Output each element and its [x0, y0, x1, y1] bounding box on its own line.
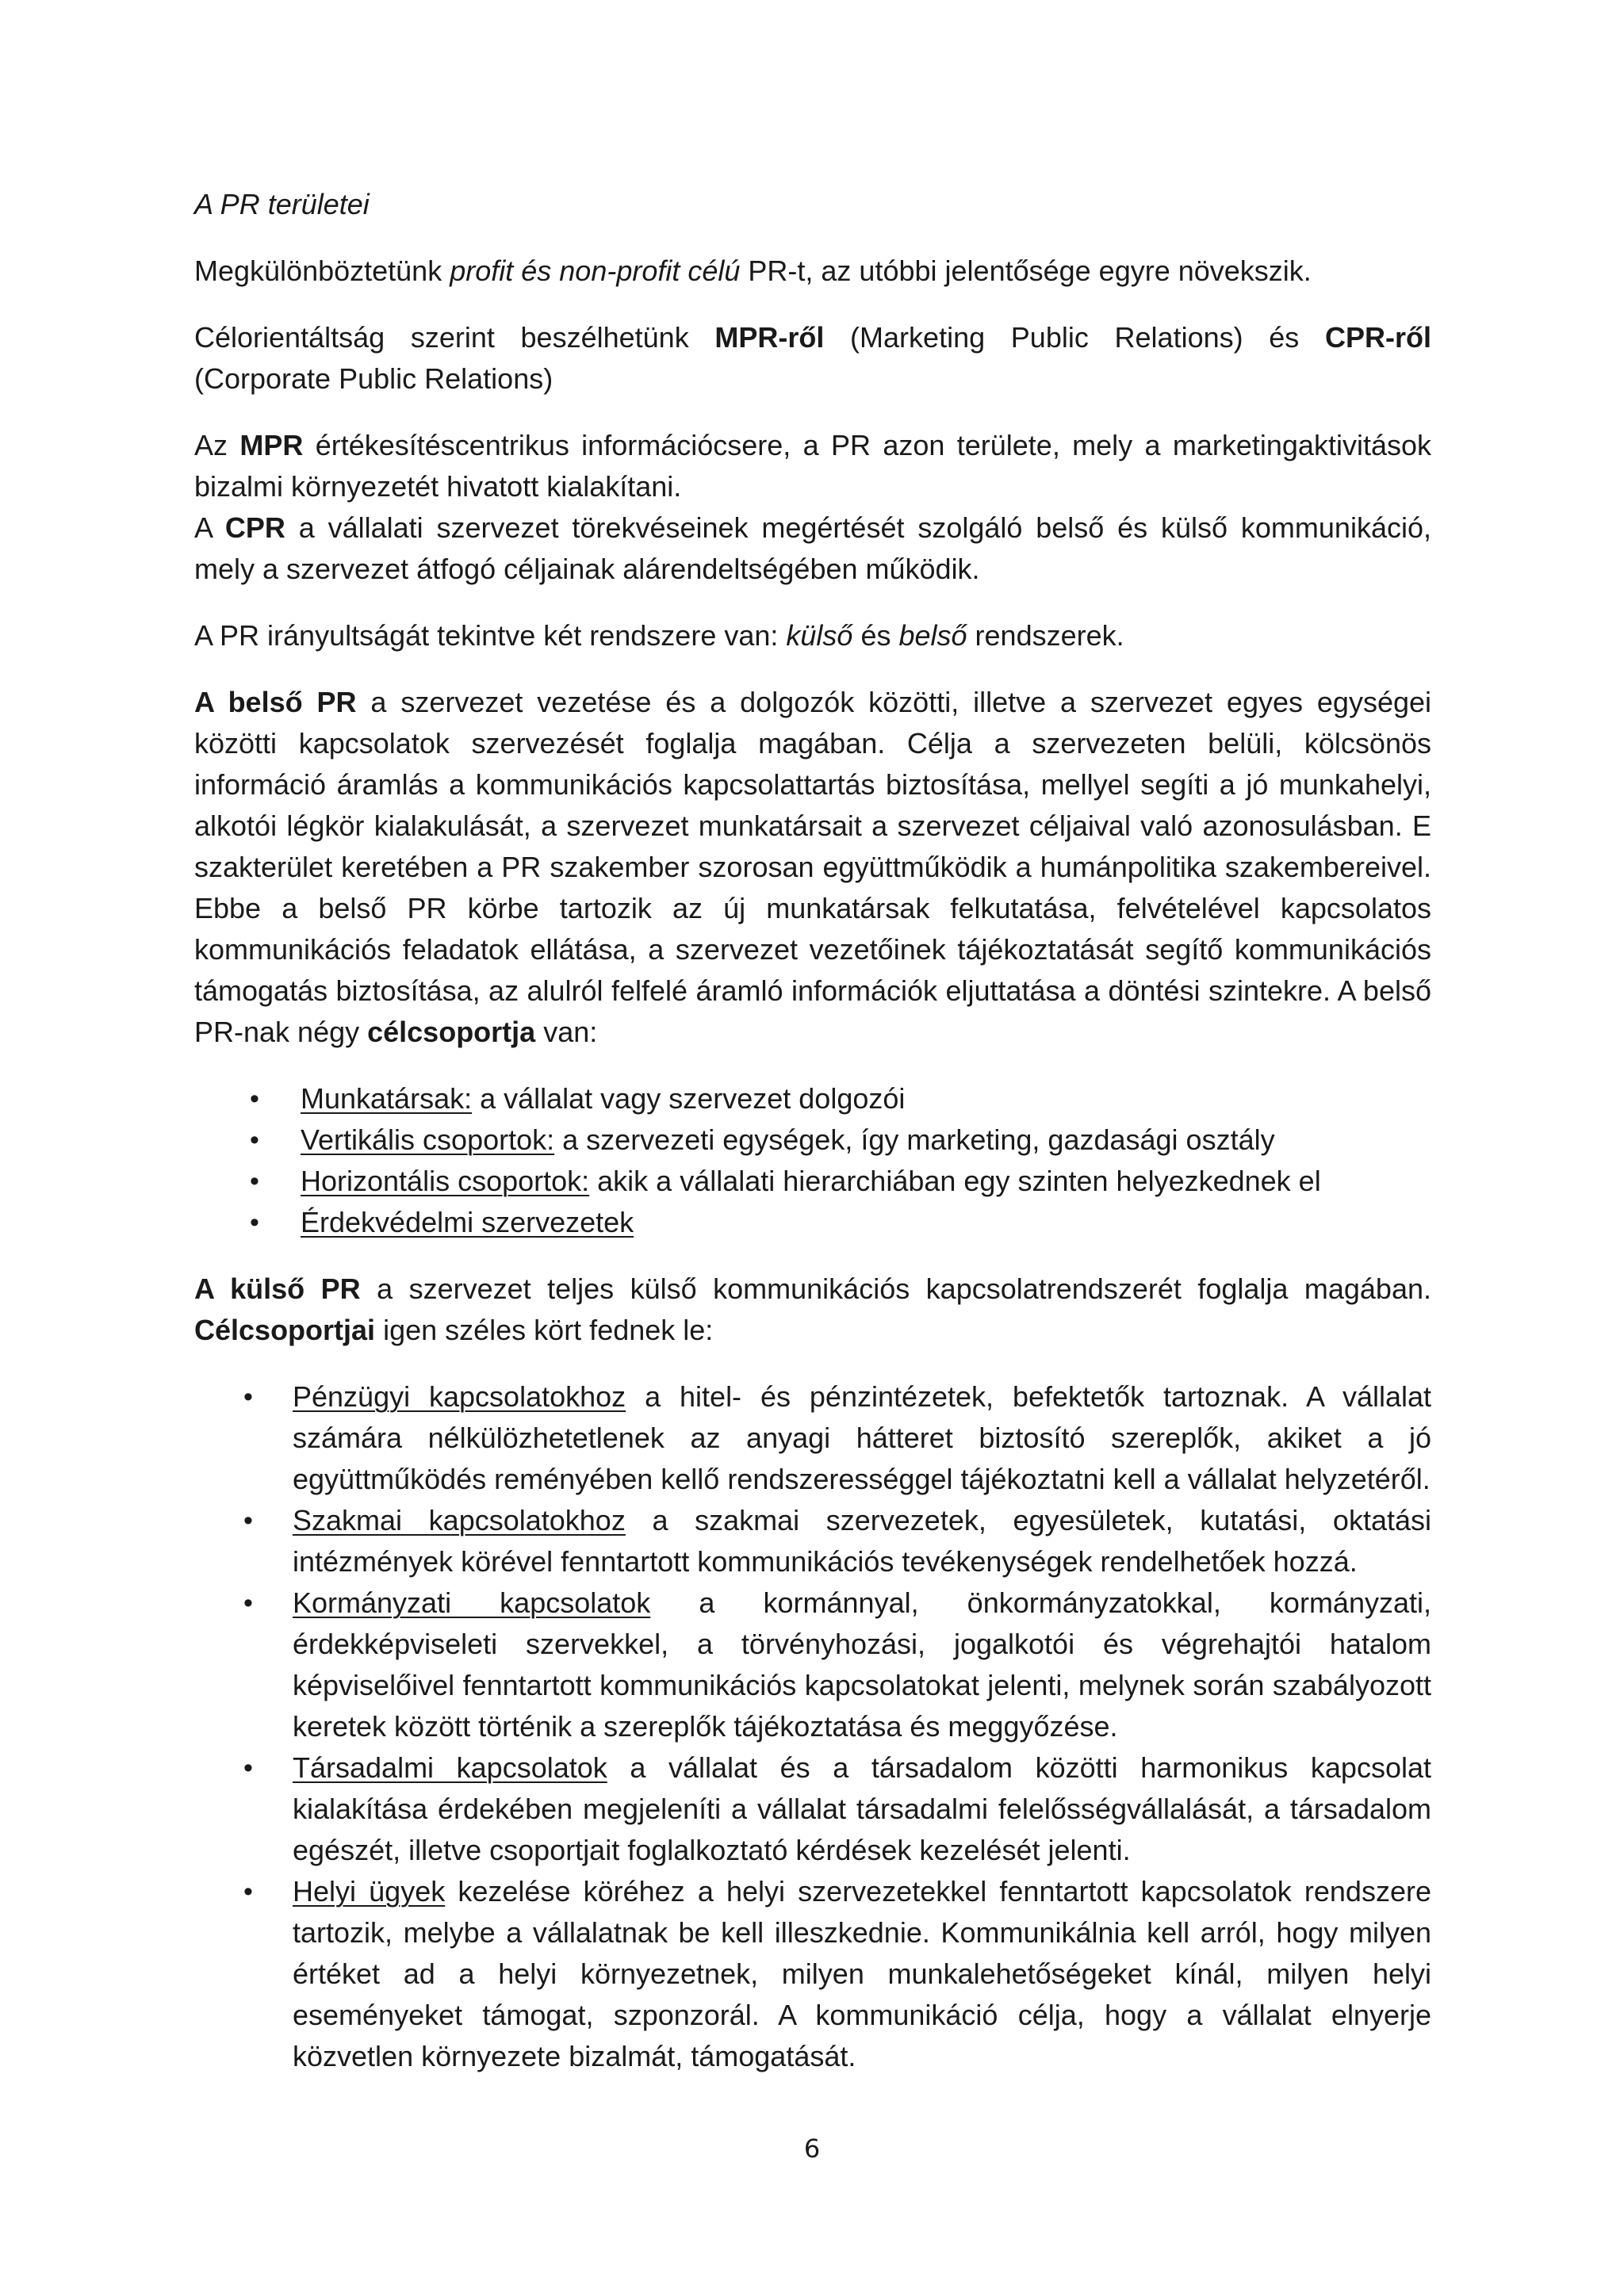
bullet-icon: •	[243, 1506, 253, 1536]
list-item-term: Kormányzati kapcsolatok	[293, 1586, 651, 1619]
bullet-icon: •	[250, 1166, 259, 1196]
internal-target-groups-list	[194, 1078, 1431, 1243]
bullet-icon: •	[243, 1753, 253, 1783]
paragraph-mpr-cpr: Célorientáltság szerint beszélhetünk MPR-ről (Marketing Public Relations) és CPR-ről (Corporate Public Relations)	[194, 321, 1431, 395]
list-item: • Vertikális csoportok: a szervezeti egységek, így marketing, gazdasági osztály	[194, 1119, 1431, 1161]
list-item-term: Szakmai kapcsolatokhoz	[293, 1504, 626, 1536]
bullet-icon: •	[243, 1588, 253, 1618]
list-item: • Horizontális csoportok: akik a vállalati hierarchiában egy szinten helyezkednek el	[194, 1161, 1431, 1202]
list-item	[194, 1202, 1431, 1243]
paragraph-profit-nonprofit: Megkülönböztetünk profit és non-profit célú PR-t, az utóbbi jelentősége egyre növekszik.	[194, 254, 1312, 287]
list-item-term: Munkatársak:	[301, 1082, 473, 1115]
page-number: 6	[803, 2133, 821, 2164]
term-target-groups: Célcsoportjai	[194, 1314, 376, 1346]
list-item-term: Pénzügyi kapcsolatokhoz	[293, 1380, 626, 1413]
list-item-term: Érdekvédelmi szervezetek	[301, 1206, 634, 1238]
list-item-term: Vertikális csoportok:	[301, 1123, 555, 1156]
list-item: • Társadalmi kapcsolatok a vállalat és a társadalom közötti harmonikus kapcsolat kialakítása érdekében megjeleníti a vállalat társadalmi felelősségvállalását, a társadalom egészét, illetve csoportjait foglalkoztató kérdések kezelését jelenti.	[194, 1747, 1431, 1871]
emphasis-external: külső	[786, 619, 853, 652]
paragraph-cpr-definition: A CPR a vállalati szervezet törekvéseinek megértését szolgáló belső és külső kommunikáció, mely a szervezet átfogó céljainak alárendeltségében működik.	[194, 511, 1431, 585]
page-content	[194, 184, 1431, 2077]
bullet-icon: •	[250, 1207, 259, 1238]
emphasis-internal: belső	[898, 619, 967, 652]
list-item: • Munkatársak: a vállalat vagy szervezet dolgozói	[194, 1078, 1431, 1119]
bullet-icon: •	[243, 1382, 253, 1412]
paragraph-external-pr: A külső PR a szervezet teljes külső kommunikációs kapcsolatrendszerét foglalja magában. Célcsoportjai igen széles kört fednek le:	[194, 1272, 1431, 1346]
bullet-icon: •	[250, 1125, 259, 1155]
term-target-group: célcsoportja	[367, 1016, 536, 1048]
term-external-pr: A külső PR	[194, 1272, 361, 1305]
paragraph-mpr-definition: Az MPR értékesítéscentrikus információcsere, a PR azon területe, mely a marketingaktivitások bizalmi környezetét hivatott kialakítani.	[194, 429, 1431, 503]
term-internal-pr: A belső PR	[194, 686, 357, 718]
bullet-icon: •	[243, 1877, 253, 1907]
bullet-icon: •	[250, 1084, 259, 1114]
term-mpr: MPR-ről	[714, 321, 825, 354]
list-item-term: Helyi ügyek	[293, 1875, 446, 1908]
list-item: • Szakmai kapcsolatokhoz a szakmai szervezetek, egyesületek, kutatási, oktatási intézmények körével fenntartott kommunikációs tevékenységek rendelhetőek hozzá.	[194, 1500, 1431, 1582]
list-item: • Pénzügyi kapcsolatokhoz a hitel- és pénzintézetek, befektetők tartoznak. A vállalat számára nélkülözhetetlenek az anyagi hátteret biztosító szereplők, akiket a jó együttműködés reményében kellő rendszerességgel tájékoztatni kell a vállalat helyzetéről.	[194, 1376, 1431, 1500]
paragraph-pr-systems: A PR irányultságát tekintve két rendszere van: külső és belső rendszerek.	[194, 619, 1124, 652]
list-item: • Kormányzati kapcsolatok a kormánnyal, önkormányzatokkal, kormányzati, érdekképviseleti szervekkel, a törvényhozási, jogalkotói és végrehajtói hatalom képviselőivel fenntartott kommunikációs kapcsolatokat jelenti, melynek során szabályozott keretek között történik a szereplők tájékoztatása és meggyőzése.	[194, 1582, 1431, 1747]
section-title: A PR területei	[194, 188, 370, 220]
list-item-term: Horizontális csoportok:	[301, 1165, 590, 1197]
list-item: • Helyi ügyek kezelése köréhez a helyi szervezetekkel fenntartott kapcsolatok rendszere tartozik, melybe a vállalatnak be kell illeszkednie. Kommunikálnia kell arról, hogy milyen értéket ad a helyi környezetnek, milyen munkalehetőségeket kínál, milyen helyi eseményeket támogat, szponzorál. A kommunikáció célja, hogy a vállalat elnyerje közvetlen környezete bizalmát, támogatását.	[194, 1871, 1431, 2077]
external-target-groups-list	[194, 1376, 1431, 2077]
paragraph-internal-pr: A belső PR a szervezet vezetése és a dolgozók közötti, illetve a szervezet egyes egységei közötti kapcsolatok szervezését foglalja magában. Célja a szervezeten belüli, kölcsönös információ áramlás a kommunikációs kapcsolattartás biztosítása, mellyel segíti a jó munkahelyi, alkotói légkör kialakulását, a szervezet munkatársait a szervezet céljaival való azonosulásban. E szakterület keretében a PR szakember szorosan együttműködik a humánpolitika szakembereivel. Ebbe a belső PR körbe tartozik az új munkatársak felkutatása, felvételével kapcsolatos kommunikációs feladatok ellátása, a szervezet vezetőinek tájékoztatását segítő kommunikációs támogatás biztosítása, az alulról felfelé áramló információk eljuttatása a döntési szintekre. A belső PR-nak négy célcsoportja van:	[194, 686, 1432, 1048]
term-cpr-bold: CPR	[224, 511, 285, 544]
emphasis-profit-nonprofit: profit és non-profit célú	[450, 254, 741, 287]
list-item-term: Társadalmi kapcsolatok	[293, 1751, 607, 1784]
term-mpr-bold: MPR	[239, 429, 304, 461]
term-cpr: CPR-ről	[1325, 321, 1431, 354]
